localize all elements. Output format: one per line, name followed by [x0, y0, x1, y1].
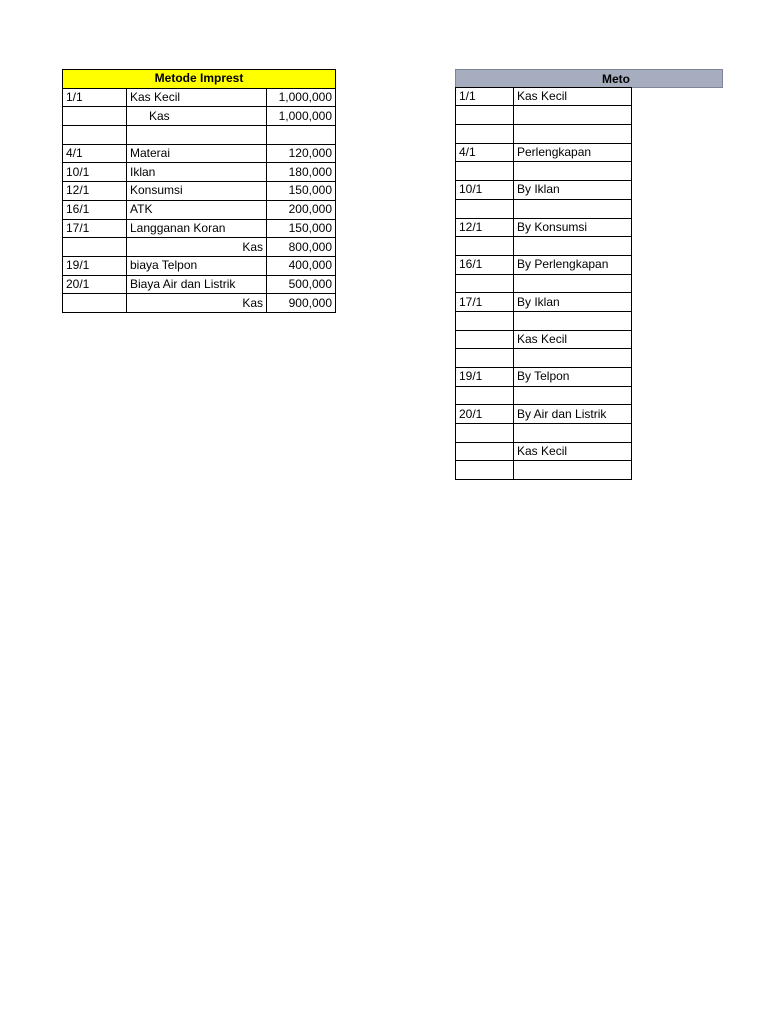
account-cell[interactable]: Materai [127, 144, 267, 163]
table-row [63, 182, 336, 201]
date-cell[interactable] [63, 126, 127, 145]
amount-cell[interactable]: 800,000 [267, 238, 336, 257]
account-cell[interactable] [514, 274, 632, 293]
date-cell[interactable]: 20/1 [456, 405, 514, 424]
amount-cell[interactable] [267, 126, 336, 145]
date-cell[interactable]: 19/1 [456, 368, 514, 387]
date-cell[interactable] [456, 386, 514, 405]
table-row [456, 386, 632, 405]
date-cell[interactable] [456, 461, 514, 480]
table-title[interactable]: Metode Imprest [63, 70, 336, 89]
account-cell[interactable]: By Iklan [514, 181, 632, 200]
table-row [456, 125, 632, 144]
amount-cell[interactable]: 150,000 [267, 182, 336, 201]
date-cell[interactable]: 19/1 [63, 256, 127, 275]
date-cell[interactable] [456, 125, 514, 144]
account-cell[interactable] [514, 106, 632, 125]
account-cell[interactable]: By Perlengkapan [514, 255, 632, 274]
date-cell[interactable]: 12/1 [63, 182, 127, 201]
table-row [456, 218, 632, 237]
date-cell[interactable]: 10/1 [63, 163, 127, 182]
date-cell[interactable]: 16/1 [456, 255, 514, 274]
table-row [456, 237, 632, 256]
account-cell[interactable]: Kas Kecil [514, 330, 632, 349]
account-cell[interactable]: Kas Kecil [127, 88, 267, 107]
table-row [456, 368, 632, 387]
table-row [456, 181, 632, 200]
table-row [456, 162, 632, 181]
table-row [456, 405, 632, 424]
account-cell[interactable]: Kas Kecil [514, 442, 632, 461]
table-row [456, 330, 632, 349]
account-cell[interactable]: By Konsumsi [514, 218, 632, 237]
account-cell[interactable]: ATK [127, 200, 267, 219]
account-cell[interactable] [514, 237, 632, 256]
second-journal-table [455, 69, 632, 480]
amount-cell[interactable]: 400,000 [267, 256, 336, 275]
table-row [63, 144, 336, 163]
amount-cell[interactable]: 500,000 [267, 275, 336, 294]
date-cell[interactable] [456, 330, 514, 349]
date-cell[interactable]: 17/1 [456, 293, 514, 312]
table-row [456, 87, 632, 106]
table-row [456, 461, 632, 480]
table-header-row [63, 70, 336, 89]
amount-cell[interactable]: 150,000 [267, 219, 336, 238]
amount-cell[interactable]: 1,000,000 [267, 107, 336, 126]
table-row [63, 163, 336, 182]
amount-cell[interactable]: 1,000,000 [267, 88, 336, 107]
account-cell[interactable] [514, 125, 632, 144]
table-row [456, 293, 632, 312]
table-row [456, 199, 632, 218]
date-cell[interactable]: 17/1 [63, 219, 127, 238]
table-row [63, 200, 336, 219]
date-cell[interactable] [456, 274, 514, 293]
table-row [63, 219, 336, 238]
amount-cell[interactable]: 900,000 [267, 294, 336, 313]
table-row [63, 256, 336, 275]
account-cell[interactable]: By Iklan [514, 293, 632, 312]
account-cell[interactable]: Kas Kecil [514, 87, 632, 106]
date-cell[interactable] [456, 349, 514, 368]
account-cell[interactable] [514, 461, 632, 480]
account-cell[interactable]: Perlengkapan [514, 143, 632, 162]
table-row [456, 311, 632, 330]
imprest-journal-table [62, 69, 336, 313]
date-cell[interactable]: 10/1 [456, 181, 514, 200]
date-cell[interactable] [456, 424, 514, 443]
account-cell[interactable] [514, 349, 632, 368]
amount-cell[interactable]: 180,000 [267, 163, 336, 182]
table-row [63, 275, 336, 294]
account-cell[interactable] [514, 424, 632, 443]
account-cell[interactable]: By Telpon [514, 368, 632, 387]
table-row [456, 274, 632, 293]
date-cell[interactable] [456, 311, 514, 330]
table-row [456, 442, 632, 461]
account-cell[interactable]: By Air dan Listrik [514, 405, 632, 424]
account-cell[interactable] [514, 386, 632, 405]
account-cell[interactable]: Biaya Air dan Listrik [127, 275, 267, 294]
table-row [456, 255, 632, 274]
account-cell[interactable]: biaya Telpon [127, 256, 267, 275]
table-row [456, 424, 632, 443]
date-cell[interactable]: 4/1 [63, 144, 127, 163]
date-cell[interactable] [63, 294, 127, 313]
date-cell[interactable]: 1/1 [63, 88, 127, 107]
amount-cell[interactable]: 200,000 [267, 200, 336, 219]
account-cell[interactable]: Kas [127, 294, 267, 313]
table-row [63, 294, 336, 313]
account-cell[interactable]: Kas [127, 238, 267, 257]
account-cell[interactable] [514, 311, 632, 330]
account-cell[interactable]: Konsumsi [127, 182, 267, 201]
date-cell[interactable] [456, 106, 514, 125]
date-cell[interactable] [456, 237, 514, 256]
account-cell[interactable]: Kas [127, 107, 267, 126]
account-cell[interactable]: Iklan [127, 163, 267, 182]
table-row [456, 349, 632, 368]
table-row [63, 238, 336, 257]
date-cell[interactable]: 4/1 [456, 143, 514, 162]
account-cell[interactable]: Langganan Koran [127, 219, 267, 238]
table-row [63, 126, 336, 145]
date-cell[interactable] [63, 238, 127, 257]
date-cell[interactable] [456, 199, 514, 218]
date-cell[interactable]: 20/1 [63, 275, 127, 294]
date-cell[interactable]: 1/1 [456, 87, 514, 106]
amount-cell[interactable]: 120,000 [267, 144, 336, 163]
table-row [63, 88, 336, 107]
table-row [63, 107, 336, 126]
account-cell[interactable] [514, 199, 632, 218]
account-cell[interactable] [514, 162, 632, 181]
date-cell[interactable] [456, 442, 514, 461]
table-row [456, 143, 632, 162]
date-cell[interactable] [456, 162, 514, 181]
date-cell[interactable]: 16/1 [63, 200, 127, 219]
second-table-title: Meto [602, 72, 630, 86]
account-cell[interactable] [127, 126, 267, 145]
date-cell[interactable] [63, 107, 127, 126]
table-row [456, 106, 632, 125]
date-cell[interactable]: 12/1 [456, 218, 514, 237]
